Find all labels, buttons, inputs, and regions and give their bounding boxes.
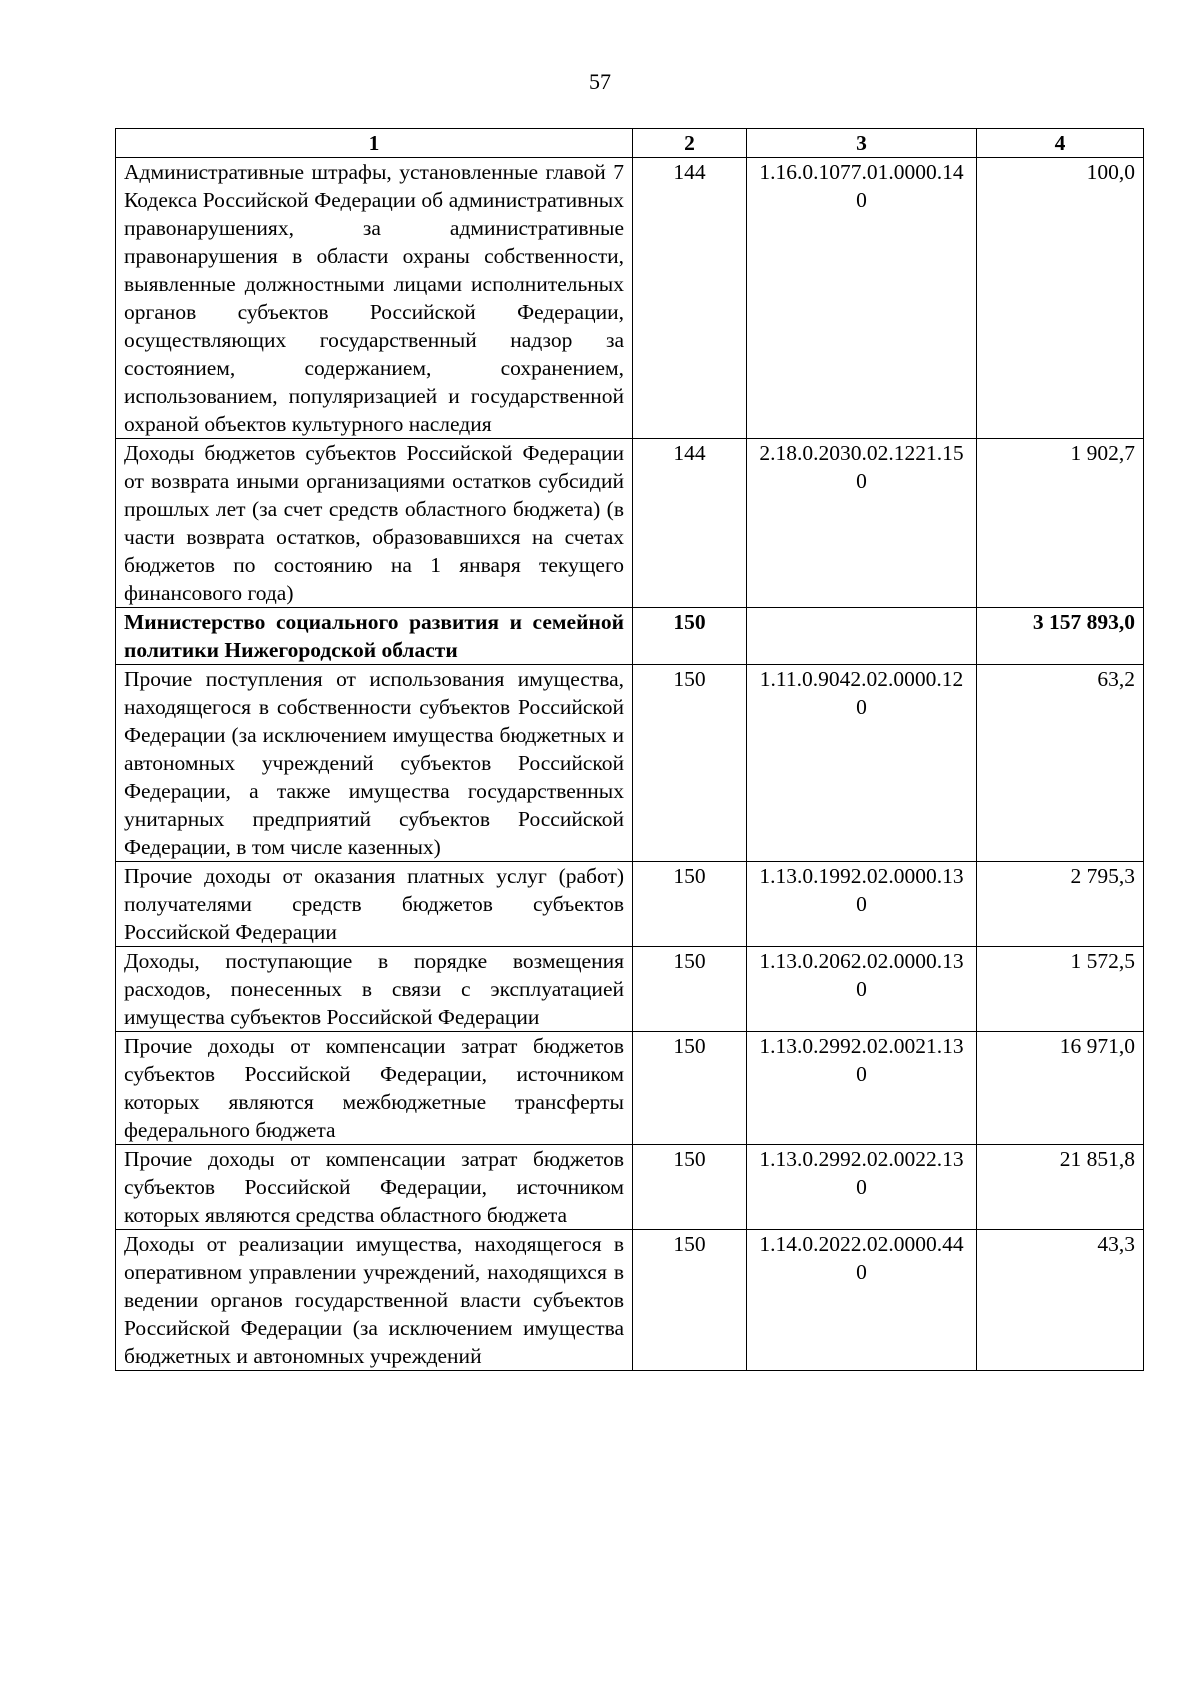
table-row xyxy=(116,665,1144,862)
row-description: Доходы, поступающие в порядке возмещения расходов, понесенных в связи с эксплуатацией имущества субъектов Российской Федерации xyxy=(116,947,633,1032)
table-row xyxy=(116,1032,1144,1145)
row-description: Доходы бюджетов субъектов Российской Федерации от возврата иными организациями остатков субсидий прошлых лет (за счет средств областного бюджета) (в части возврата остатков, образовавшихся на счетах бюджетов по состоянию на 1 января текущего финансового года) xyxy=(116,439,633,608)
row-admin-code: 150 xyxy=(633,665,747,862)
table-header-row xyxy=(116,129,1144,158)
table-row xyxy=(116,947,1144,1032)
row-budget-classification-code: 1.13.0.1992.02.0000.130 xyxy=(747,862,977,947)
row-description: Прочие доходы от оказания платных услуг (работ) получателями средств бюджетов субъектов Российской Федерации xyxy=(116,862,633,947)
row-admin-code: 144 xyxy=(633,439,747,608)
row-budget-classification-code: 1.13.0.2992.02.0021.130 xyxy=(747,1032,977,1145)
row-description: Прочие доходы от компенсации затрат бюджетов субъектов Российской Федерации, источником которых являются межбюджетные трансферты федерального бюджета xyxy=(116,1032,633,1145)
ministry-total-row xyxy=(116,608,1144,665)
row-amount: 100,0 xyxy=(977,158,1144,439)
table-row xyxy=(116,1230,1144,1371)
table-row xyxy=(116,862,1144,947)
row-budget-classification-code: 1.13.0.2062.02.0000.130 xyxy=(747,947,977,1032)
row-admin-code: 150 xyxy=(633,608,747,665)
row-amount: 63,2 xyxy=(977,665,1144,862)
row-amount: 2 795,3 xyxy=(977,862,1144,947)
row-budget-classification-code: 1.14.0.2022.02.0000.440 xyxy=(747,1230,977,1371)
row-admin-code: 150 xyxy=(633,947,747,1032)
column-header-1: 1 xyxy=(116,129,633,158)
row-budget-classification-code xyxy=(747,608,977,665)
page-number: 57 xyxy=(589,69,611,94)
row-budget-classification-code: 2.18.0.2030.02.1221.150 xyxy=(747,439,977,608)
row-admin-code: 144 xyxy=(633,158,747,439)
row-description: Доходы от реализации имущества, находящегося в оперативном управлении учреждений, находящихся в ведении органов государственной власти субъектов Российской Федерации (за исключением имущества бюджетных и автономных учреждений xyxy=(116,1230,633,1371)
row-admin-code: 150 xyxy=(633,1145,747,1230)
table-row xyxy=(116,158,1144,439)
table-row xyxy=(116,439,1144,608)
row-amount: 1 902,7 xyxy=(977,439,1144,608)
column-header-4: 4 xyxy=(977,129,1144,158)
table-row xyxy=(116,1145,1144,1230)
row-budget-classification-code: 1.13.0.2992.02.0022.130 xyxy=(747,1145,977,1230)
row-amount: 16 971,0 xyxy=(977,1032,1144,1145)
row-amount: 21 851,8 xyxy=(977,1145,1144,1230)
row-description: Административные штрафы, установленные главой 7 Кодекса Российской Федерации об административных правонарушениях, за административные правонарушения в области охраны собственности, выявленные должностными лицами исполнительных органов субъектов Российской Федерации, осуществляющих государственный надзор за состоянием, содержанием, сохранением, использованием, популяризацией и государственной охраной объектов культурного наследия xyxy=(116,158,633,439)
row-budget-classification-code: 1.11.0.9042.02.0000.120 xyxy=(747,665,977,862)
column-header-2: 2 xyxy=(633,129,747,158)
budget-revenue-table xyxy=(115,128,1144,1371)
row-description: Прочие поступления от использования имущества, находящегося в собственности субъектов Российской Федерации (за исключением имущества бюджетных и автономных учреждений субъектов Российской Федерации, а также имущества государственных унитарных предприятий субъектов Российской Федерации, в том числе казенных) xyxy=(116,665,633,862)
row-admin-code: 150 xyxy=(633,862,747,947)
column-header-3: 3 xyxy=(747,129,977,158)
row-admin-code: 150 xyxy=(633,1032,747,1145)
ministry-total-amount: 3 157 893,0 xyxy=(977,608,1144,665)
row-amount: 43,3 xyxy=(977,1230,1144,1371)
row-admin-code: 150 xyxy=(633,1230,747,1371)
row-amount: 1 572,5 xyxy=(977,947,1144,1032)
ministry-name: Министерство социального развития и семейной политики Нижегородской области xyxy=(116,608,633,665)
row-budget-classification-code: 1.16.0.1077.01.0000.140 xyxy=(747,158,977,439)
row-description: Прочие доходы от компенсации затрат бюджетов субъектов Российской Федерации, источником которых являются средства областного бюджета xyxy=(116,1145,633,1230)
